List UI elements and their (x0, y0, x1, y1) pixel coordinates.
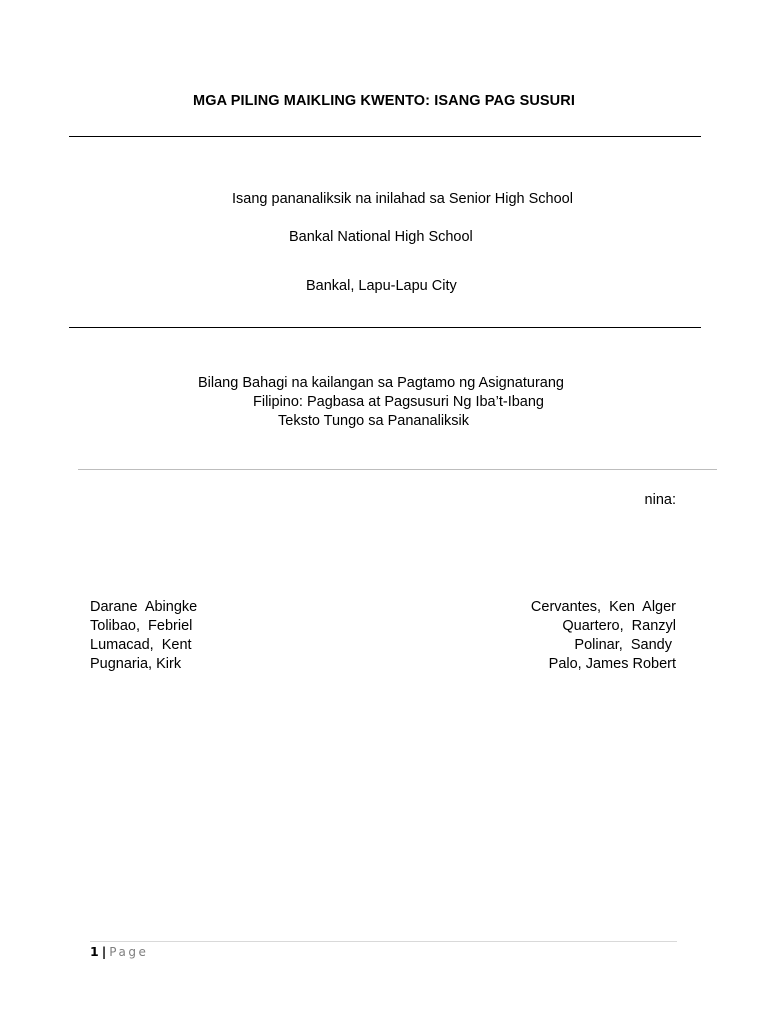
authors-right-column (531, 598, 676, 674)
subtitle-line-3: Bankal, Lapu-Lapu City (306, 278, 457, 294)
divider-grey (78, 469, 717, 470)
purpose-line-2: Filipino: Pagbasa at Pagsusuri Ng Iba’t-Ibang (253, 394, 544, 410)
purpose-line-3: Teksto Tungo sa Pananaliksik (278, 413, 470, 429)
author-name: Tolibao, Febriel (90, 618, 193, 634)
purpose-line-1: Bilang Bahagi na kailangan sa Pagtamo ng Asignaturang (198, 375, 564, 391)
footer-divider (90, 941, 677, 942)
page-label: Page (109, 945, 149, 959)
divider-middle (69, 327, 701, 328)
author-name: Pugnaria, Kirk (90, 656, 182, 672)
author-name: Polinar, Sandy (574, 637, 676, 653)
author-name: Cervantes, Ken Alger (530, 599, 676, 615)
subtitle-line-2: Bankal National High School (289, 229, 473, 245)
author-name: Darane Abingke (90, 599, 198, 615)
document-title: MGA PILING MAIKLING KWENTO: ISANG PAG SUSURI (193, 93, 575, 109)
divider-top (69, 136, 701, 137)
footer-separator: | (101, 944, 107, 959)
subtitle-line-1: Isang pananaliksik na inilahad sa Senior High School (232, 191, 573, 207)
authors-left-column (90, 598, 197, 674)
author-name: Palo, James Robert (548, 656, 676, 672)
author-name: Lumacad, Kent (90, 637, 192, 653)
author-name: Quartero, Ranzyl (562, 618, 676, 634)
page-number: 1 (90, 944, 99, 959)
authors-label: nina: (644, 492, 676, 508)
page-footer (90, 944, 148, 959)
